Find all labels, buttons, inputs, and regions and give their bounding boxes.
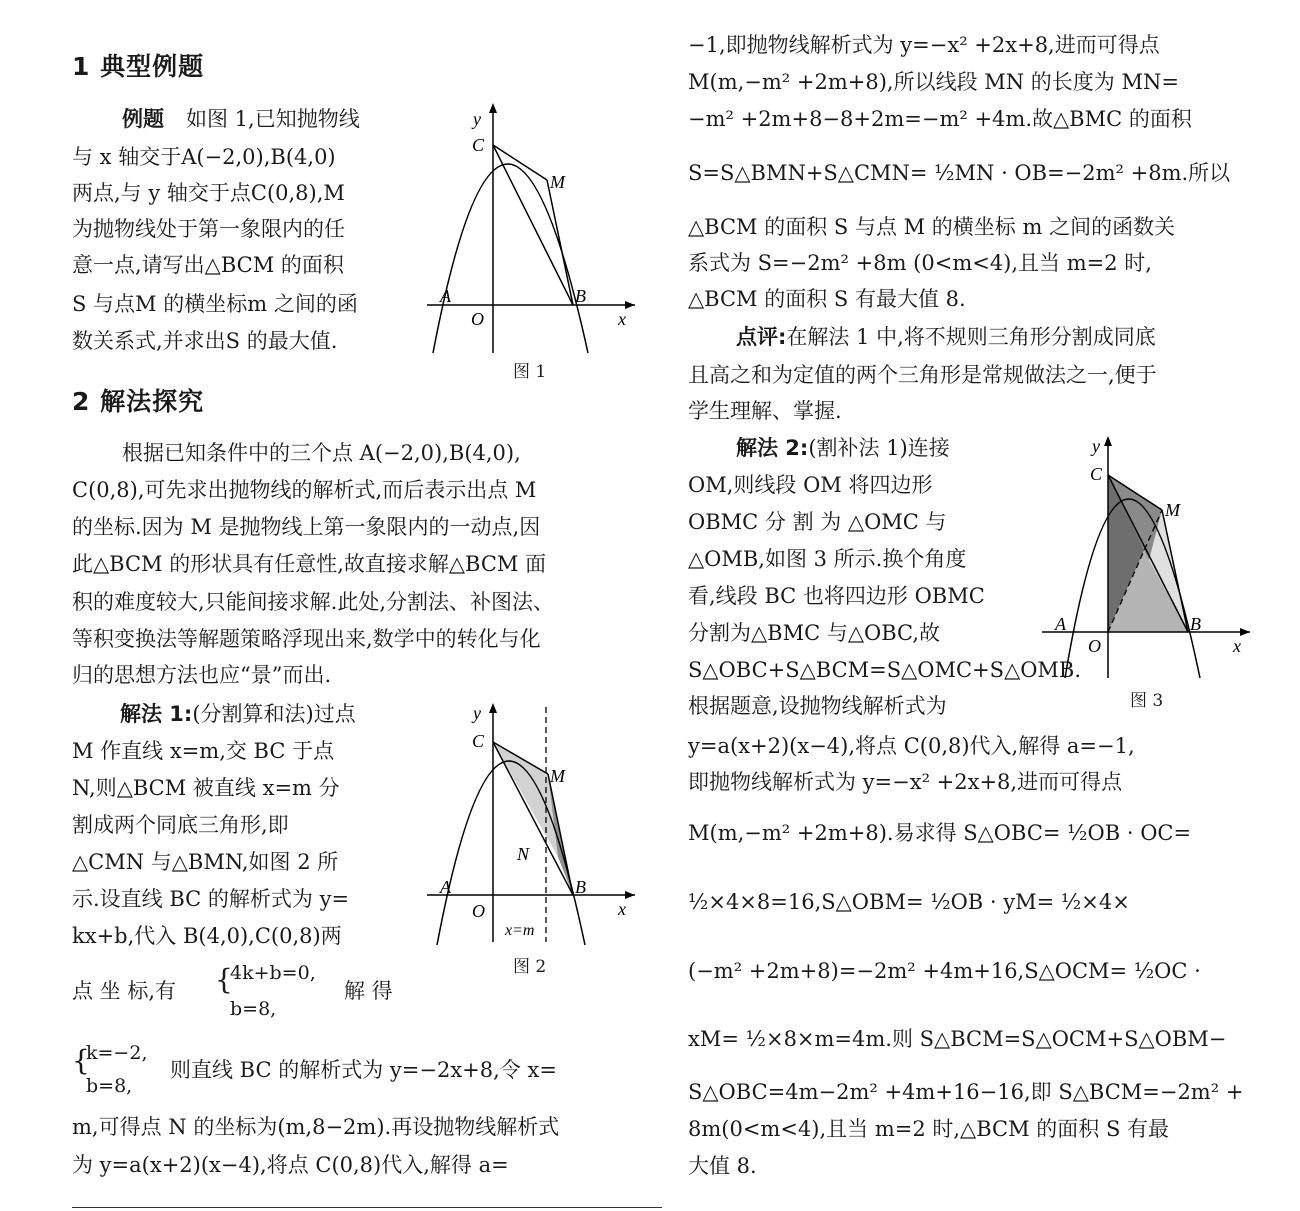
comment-line-1: 点评:在解法 1 中,将不规则三角形分割成同底 — [736, 325, 1156, 349]
fig1-label-x: x — [618, 309, 626, 329]
analysis-line-6: 等积变换法等解题策略浮现出来,数学中的转化与化 — [72, 627, 541, 651]
method1-line-8: 点 坐 标,有 — [72, 979, 177, 1003]
fig1-label-B: B — [575, 286, 586, 306]
method2-line-7: S△OBC+S△BCM=S△OMC+S△OMB. — [688, 658, 1082, 682]
method2-line-10: 即抛物线解析式为 y=−x² +2x+8,进而可得点 — [688, 770, 1123, 794]
method2-line-6: 分割为△BMC 与△OBC,故 — [688, 621, 941, 645]
method2-line-1: 解法 2:(割补法 1)连接 — [736, 436, 950, 460]
brace-1: { — [215, 963, 233, 996]
figure-2 — [425, 697, 640, 977]
analysis-line-7: 归的思想方法也应“景”而出. — [72, 663, 332, 687]
method2-line-3: OBMC 分 割 为 △OMC 与 — [688, 510, 947, 534]
method2-line-8: 根据题意,设抛物线解析式为 — [688, 694, 947, 718]
fig3-label-A: A — [1055, 614, 1066, 634]
fig2-label-B: B — [575, 877, 586, 897]
method2-line-9: y=a(x+2)(x−4),将点 C(0,8)代入,解得 a=−1, — [688, 734, 1135, 758]
fig2-label-A: A — [440, 877, 451, 897]
fig1-label-y: y — [473, 109, 481, 129]
right-line-2: M(m,−m² +2m+8),所以线段 MN 的长度为 MN= — [688, 70, 1179, 94]
fig3-label-B: B — [1190, 614, 1201, 634]
right-line-6: 系式为 S=−2m² +8m (0<m<4),且当 m=2 时, — [688, 251, 1152, 275]
method2-line-13: (−m² +2m+8)=−2m² +4m+16,S△OCM= ½OC · — [688, 959, 1201, 983]
example-line-5: 意一点,请写出△BCM 的面积 — [72, 253, 344, 277]
method1-line-5: △CMN 与△BMN,如图 2 所 — [72, 850, 339, 874]
right-line-3: −m² +2m+8−8+2m=−m² +4m.故△BMC 的面积 — [688, 107, 1192, 131]
method2-line-15: S△OBC=4m−2m² +4m+16−16,即 S△BCM=−2m² + — [688, 1080, 1244, 1104]
fig2-label-C: C — [472, 731, 485, 751]
method2-line-11: M(m,−m² +2m+8).易求得 S△OBC= ½OB · OC= — [688, 821, 1192, 845]
fig1-label-O: O — [471, 309, 484, 329]
section-heading-2: 2 解法探究 — [72, 387, 205, 416]
figure-3-graph — [1040, 430, 1255, 680]
fig3-label-M: M — [1165, 500, 1180, 520]
fig3-label-x: x — [1233, 636, 1241, 656]
system1-eq2: b=8, — [230, 998, 277, 1020]
fig2-label-x: x — [618, 899, 626, 919]
comment-label: 点评: — [736, 325, 787, 349]
method2-line-16: 8m(0<m<4),且当 m=2 时,△BCM 的面积 S 有最 — [688, 1117, 1170, 1141]
figure-1-graph — [425, 95, 640, 355]
example-line-4: 为抛物线处于第一象限内的任 — [72, 217, 345, 241]
method1-line-4: 割成两个同底三角形,即 — [72, 813, 289, 837]
fig2-label-y: y — [473, 703, 481, 723]
example-line-1: 例题 如图 1,已知抛物线 — [122, 107, 360, 131]
fig3-label-y: y — [1092, 436, 1100, 456]
method1-line-3: N,则△BCM 被直线 x=m 分 — [72, 776, 340, 800]
method2-line-2: OM,则线段 OM 将四边形 — [688, 473, 933, 497]
system2-eq2: b=8, — [86, 1075, 133, 1097]
method1-line-10: 则直线 BC 的解析式为 y=−2x+8,令 x= — [170, 1058, 557, 1082]
method2-line-17: 大值 8. — [688, 1154, 757, 1178]
method1-label: 解法 1: — [120, 702, 193, 726]
footnote-rule — [72, 1207, 662, 1208]
method1-line-2: M 作直线 x=m,交 BC 于点 — [72, 739, 335, 763]
right-line-5: △BCM 的面积 S 与点 M 的横坐标 m 之间的函数关 — [688, 215, 1176, 239]
fig3-label-C: C — [1090, 464, 1103, 484]
method2-label: 解法 2: — [736, 436, 809, 460]
example-label: 例题 — [122, 107, 164, 131]
right-line-4: S=S△BMN+S△CMN= ½MN · OB=−2m² +8m.所以 — [688, 161, 1231, 185]
comment-line-2: 且高之和为定值的两个三角形是常规做法之一,便于 — [688, 363, 1157, 387]
method2-line-12: ½×4×8=16,S△OBM= ½OB · yM= ½×4× — [688, 890, 1130, 914]
analysis-line-1: 根据已知条件中的三个点 A(−2,0),B(4,0), — [122, 441, 521, 465]
fig2-label-N: N — [517, 844, 530, 864]
fig3-label-O: O — [1088, 636, 1101, 656]
fig2-label-M: M — [550, 766, 565, 786]
analysis-line-3: 的坐标.因为 M 是抛物线上第一象限内的一动点,因 — [72, 515, 541, 539]
analysis-line-2: C(0,8),可先求出抛物线的解析式,而后表示出点 M — [72, 478, 537, 502]
right-line-1: −1,即抛物线解析式为 y=−x² +2x+8,进而可得点 — [688, 33, 1160, 57]
figure-2-graph — [425, 697, 640, 947]
analysis-line-5: 积的难度较大,只能间接求解.此处,分割法、补图法、 — [72, 590, 555, 614]
method1-line-12: 为 y=a(x+2)(x−4),将点 C(0,8)代入,解得 a= — [72, 1153, 509, 1177]
fig2-label-xm: x=m — [505, 922, 535, 939]
comment-line-3: 学生理解、掌握. — [688, 399, 842, 423]
system2-eq1: k=−2, — [86, 1042, 148, 1064]
figure-1-caption: 图 1 — [513, 362, 547, 382]
right-line-7: △BCM 的面积 S 有最大值 8. — [688, 287, 966, 311]
example-line-7: 数关系式,并求出S 的最大值. — [72, 329, 338, 353]
fig1-label-C: C — [472, 135, 485, 155]
example-line-3: 两点,与 y 轴交于点C(0,8),M — [72, 181, 345, 205]
method1-line-1: 解法 1:(分割算和法)过点 — [120, 702, 356, 726]
brace-2: { — [72, 1044, 90, 1077]
method2-line-5: 看,线段 BC 也将四边形 OBMC — [688, 584, 985, 608]
figure-3 — [1040, 430, 1255, 715]
system1-eq1: 4k+b=0, — [230, 962, 316, 984]
method2-line-4: △OMB,如图 3 所示.换个角度 — [688, 547, 967, 571]
figure-3-caption: 图 3 — [1130, 691, 1164, 711]
fig2-label-O: O — [472, 901, 485, 921]
example-line-6: S 与点M 的横坐标m 之间的函 — [72, 292, 358, 316]
method1-line-9: 解 得 — [344, 979, 393, 1003]
fig1-label-A: A — [440, 286, 451, 306]
example-line-2: 与 x 轴交于A(−2,0),B(4,0) — [72, 145, 336, 169]
method1-line-7: kx+b,代入 B(4,0),C(0,8)两 — [72, 924, 342, 948]
method2-line-14: xM= ½×8×m=4m.则 S△BCM=S△OCM+S△OBM− — [688, 1027, 1227, 1051]
figure-1 — [425, 95, 640, 385]
fig1-label-M: M — [550, 172, 565, 192]
figure-2-caption: 图 2 — [513, 957, 547, 977]
method1-line-6: 示.设直线 BC 的解析式为 y= — [72, 887, 350, 911]
section-heading-1: 1 典型例题 — [72, 52, 205, 81]
method1-line-11: m,可得点 N 的坐标为(m,8−2m).再设抛物线解析式 — [72, 1115, 560, 1139]
analysis-line-4: 此△BCM 的形状具有任意性,故直接求解△BCM 面 — [72, 552, 547, 576]
